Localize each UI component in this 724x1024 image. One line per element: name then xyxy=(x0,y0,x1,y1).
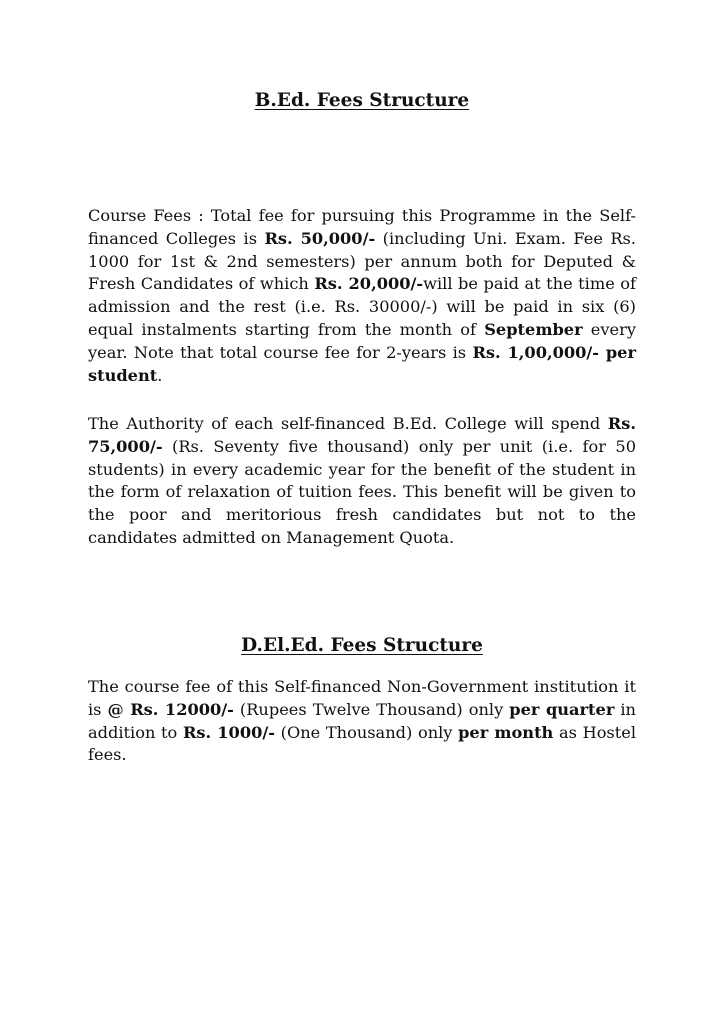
bold-text-run: Rs. 50,000/- xyxy=(264,228,376,248)
text-run: . xyxy=(157,365,163,385)
bold-text-run: September xyxy=(484,319,583,339)
text-run: The course fee of this Self-financed Non-Government institution it is xyxy=(88,677,636,719)
text-run: as Hostel fees. xyxy=(88,722,637,765)
bed-title: B.Ed. Fees Structure xyxy=(254,90,470,111)
text-run: The Authority of each self-financed B.Ed. College will spend xyxy=(88,414,608,433)
text-run: every year. Note that total course fee for 2-years is xyxy=(88,319,636,362)
text-run: (Rs. Seventy five thousand) only per unit (i.e. for 50 students) in every academic year for the benefit of the student in the form of relaxation of tuition fees. This benefit will be given to the poor and meritorious fresh candidates but not to the candidates admitted on Management Quota. xyxy=(88,436,636,547)
bold-text-run: per month xyxy=(458,722,554,742)
text-run: will be paid at the time of admission and the rest (i.e. Rs. 30000/-) will be paid in six (6) equal instalments starting from the month of xyxy=(88,274,636,339)
bed-course-fees-paragraph xyxy=(88,205,636,387)
text-run: (Rupees Twelve Thousand) only xyxy=(233,699,510,719)
bold-text-run: Rs. 75,000/- xyxy=(88,414,636,456)
text-run: (including Uni. Exam. Fee Rs. 1000 for 1st & 2nd semesters) per annum both for Deputed & Fresh Candidates of which xyxy=(88,228,637,294)
text-run: Course Fees : Total fee for pursuing this Programme in the Self-financed Colleges is xyxy=(88,206,636,248)
bold-text-run: @ Rs. 12000/- xyxy=(107,699,234,719)
deled-title: D.El.Ed. Fees Structure xyxy=(241,635,483,656)
bold-text-run: Rs. 1000/- xyxy=(182,722,275,742)
bed-authority-paragraph xyxy=(88,413,636,550)
text-run: (One Thousand) only xyxy=(274,722,459,742)
bold-text-run: Rs. 20,000/- xyxy=(314,274,424,294)
bold-text-run: Rs. 1,00,000/- per student xyxy=(88,342,636,385)
deled-course-fee-paragraph xyxy=(88,676,636,767)
bold-text-run: per quarter xyxy=(509,699,615,719)
text-run: in addition to xyxy=(88,699,636,742)
